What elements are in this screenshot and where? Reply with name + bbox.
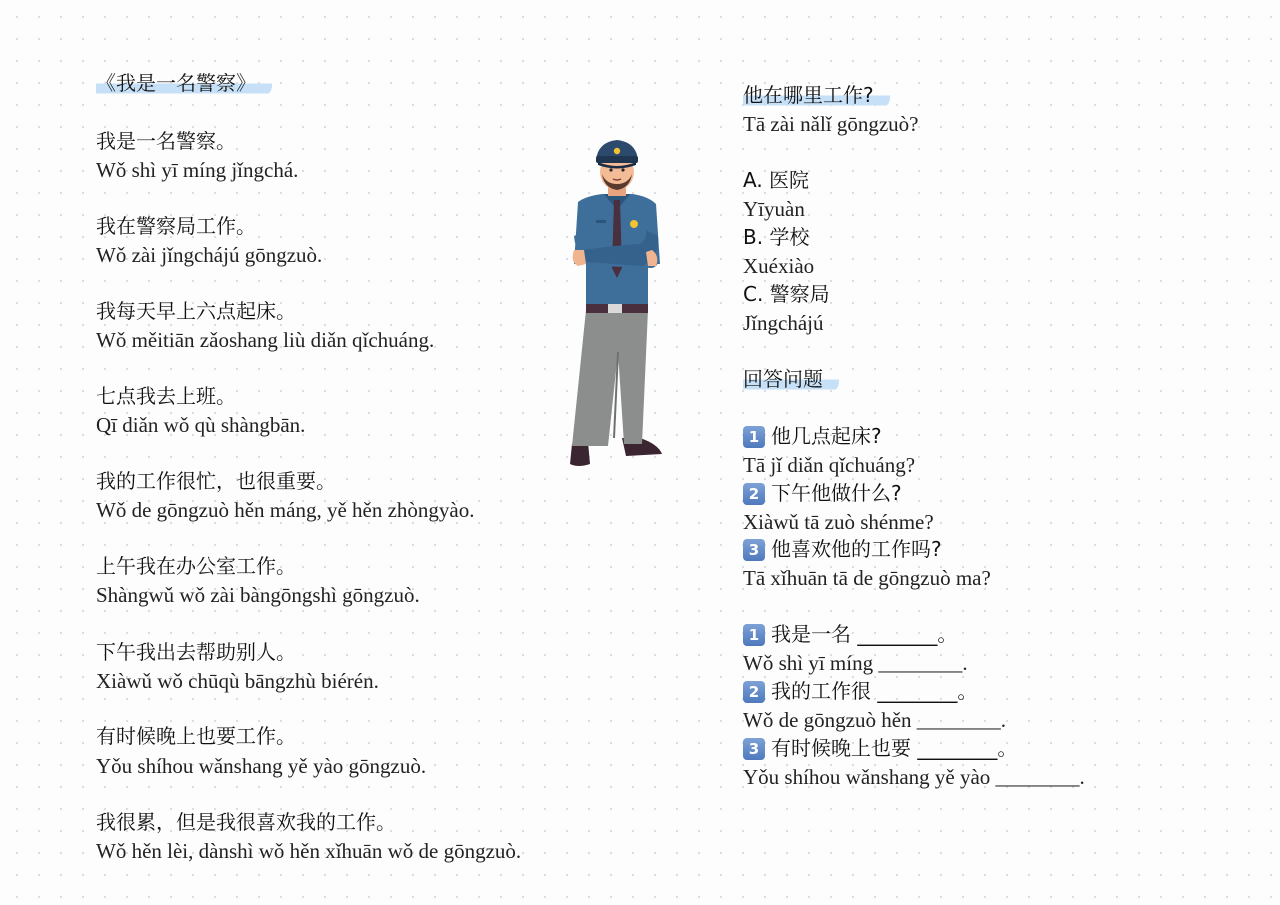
number-one-icon: 1 [743,624,765,646]
sentence-hanzi: 我每天早上六点起床。 [96,299,296,323]
sentence-hanzi: 我在警察局工作。 [96,214,256,238]
police-officer-icon [556,138,676,473]
fill-blank-item [743,735,1017,761]
answer-section-title: 回答问题 [743,366,839,392]
question-pinyin: Xiàwǔ tā zuò shénme? [743,510,934,534]
option-c-pinyin: Jǐngchájú [743,311,824,335]
question-pinyin: Tā jǐ diǎn qǐchuáng? [743,453,916,477]
number-one-icon: 1 [743,426,765,448]
fill-blank-hanzi: 有时候晚上也要 ________。 [771,736,1018,760]
fill-blank-pinyin: Wǒ shì yī míng ________. [743,651,968,675]
number-two-icon: 2 [743,681,765,703]
option-a-pinyin: Yīyuàn [743,197,805,221]
fill-blank-pinyin: Wǒ de gōngzuò hěn ________. [743,708,1007,732]
sentence-pinyin: Wǒ zài jǐngchájú gōngzuò. [96,243,323,267]
number-two-icon: 2 [743,483,765,505]
number-three-icon: 3 [743,738,765,760]
fill-blank-item [743,621,957,647]
question-title: 他在哪里工作? [743,82,890,108]
sentence-pinyin: Qī diǎn wǒ qù shàngbān. [96,413,306,437]
sentence-hanzi: 上午我在办公室工作。 [96,554,296,578]
fill-blank-hanzi: 我是一名 ________。 [771,622,958,646]
story-title: 《我是一名警察》 [96,70,272,96]
sentence-pinyin: Wǒ de gōngzuò hěn máng, yě hěn zhòngyào. [96,498,475,522]
sentence-pinyin: Wǒ hěn lèi, dànshì wǒ hěn xǐhuān wǒ de gōngzuò. [96,839,522,863]
question-hanzi: 他几点起床? [771,424,882,448]
sentence-hanzi: 有时候晚上也要工作。 [96,724,296,748]
sentence-pinyin: Xiàwǔ wǒ chūqù bāngzhù biérén. [96,669,379,693]
question-hanzi: 他喜欢他的工作吗? [771,537,942,561]
sentence-hanzi: 七点我去上班。 [96,384,236,408]
fill-blank-hanzi: 我的工作很 ________。 [771,679,978,703]
question-pinyin: Tā xǐhuān tā de gōngzuò ma? [743,566,991,590]
sentence-hanzi: 下午我出去帮助别人。 [96,640,296,664]
number-three-icon: 3 [743,539,765,561]
question-pinyin: Tā zài nǎlǐ gōngzuò? [743,112,919,136]
option-a-hanzi: A. 医院 [743,168,810,192]
sentence-hanzi: 我很累，但是我很喜欢我的工作。 [96,810,396,834]
fill-blank-pinyin: Yǒu shíhou wǎnshang yě yào ________. [743,765,1085,789]
sentence-hanzi: 我的工作很忙，也很重要。 [96,469,336,493]
sentence-pinyin: Wǒ měitiān zǎoshang liù diǎn qǐchuáng. [96,328,435,352]
sentence-pinyin: Shàngwǔ wǒ zài bàngōngshì gōngzuò. [96,583,420,607]
sentence-hanzi: 我是一名警察。 [96,129,236,153]
question-item [743,536,942,562]
question-item [743,423,882,449]
sentence-pinyin: Yǒu shíhou wǎnshang yě yào gōngzuò. [96,754,427,778]
option-b-pinyin: Xuéxiào [743,254,815,278]
sentence-pinyin: Wǒ shì yī míng jǐngchá. [96,158,299,182]
question-item [743,480,902,506]
option-c-hanzi: C. 警察局 [743,282,830,306]
police-officer-illustration [556,138,676,473]
question-hanzi: 下午他做什么? [771,481,902,505]
option-b-hanzi: B. 学校 [743,225,810,249]
fill-blank-item [743,678,977,704]
